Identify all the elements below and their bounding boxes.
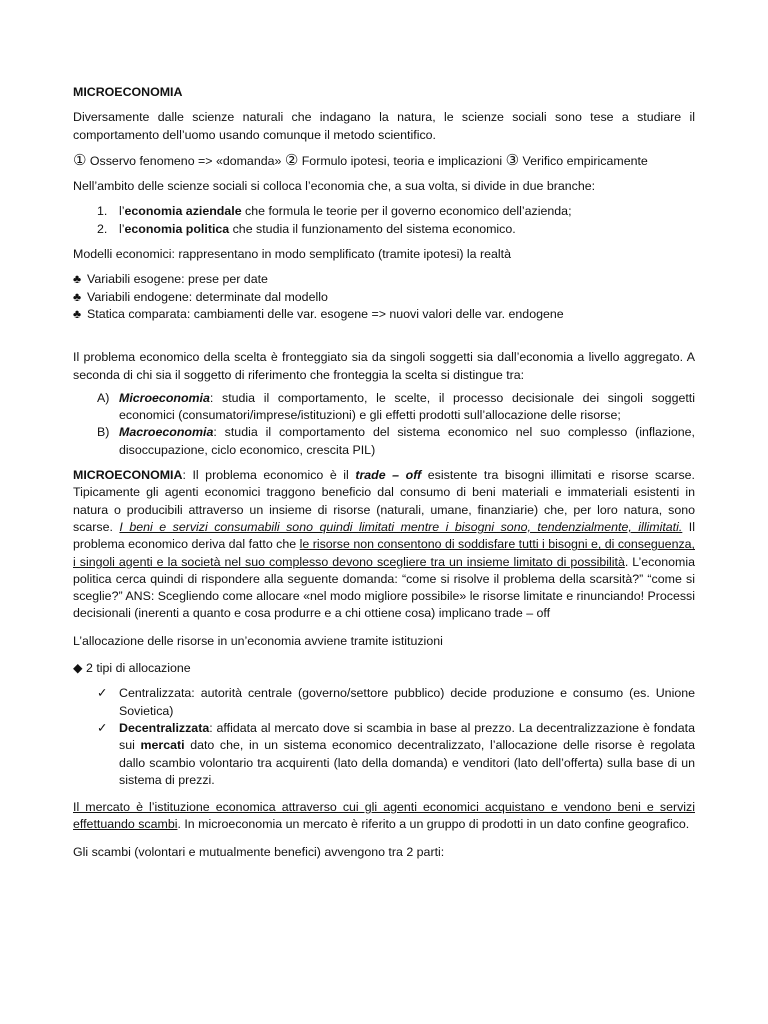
- microeconomia-paragraph: MICROECONOMIA: Il problema economico è il trade – off esistente tra bisogni illimitati e risorse scarse. Tipicamente gli agenti economici traggono beneficio dal consumo di beni materiali e immateriali esistenti in natura o producibili attraverso un insieme di risorse (naturali, umane, finanziarie) che, per loro natura, sono scarse. I beni e servizi consumabili sono quindi limitati mentre i bisogni sono, tendenzialmente, illimitati. Il problema economico deriva dal fatto che le risorse non consentono di soddisfare tutti i bisogni e, di conseguenza, i singoli agenti e la società nel suo complesso devono scegliere tra un insieme limitato di possibilità. L’economia politica cerca quindi di rispondere alla seguente domanda: “come si risolve il problema della scarsità?” “come si sceglie?” ANS: Scegliendo come allocare «nel modo migliore possibile» le risorse limitate e rinunciando! Processi decisionali (inerenti a quanto e cosa produrre e a chi ottiene cosa) implicano trade – off: [73, 468, 695, 621]
- step-3-text: Verifico empiricamente: [519, 153, 648, 168]
- list-item: ♣ Variabili esogene: prese per date: [73, 271, 695, 288]
- allocation-types-list: [73, 685, 695, 789]
- step-2-marker: ②: [284, 151, 299, 169]
- club-icon: ♣: [73, 306, 82, 321]
- branches-intro: Nell’ambito delle scienze sociali si colloca l’economia che, a sua volta, si divide in due branche:: [73, 179, 596, 194]
- method-steps: [73, 152, 695, 170]
- list-item: 1. l’economia aziendale che formula le teorie per il governo economico dell’azienda;: [97, 204, 572, 219]
- list-item: ✓ Decentralizzata: affidata al mercato dove si scambia in base al prezzo. La decentralizzazione è fondata sui mercati dato che, in un sistema economico decentralizzato, l’allocazione delle risorse è regolata dallo scambio volontario tra acquirenti (lato della domanda) e venditori (lato dell’offerta) sulla base di un sistema di prezzi.: [97, 720, 695, 787]
- variables-list: [73, 271, 695, 323]
- list-item: B) Macroeconomia: studia il comportamento del sistema economico nel suo complesso (inflazione, disoccupazione, ciclo economico, crescita PIL): [97, 425, 695, 457]
- list-item: ♣ Variabili endogene: determinate dal modello: [73, 289, 695, 306]
- list-item: ✓ Centralizzata: autorità centrale (governo/settore pubblico) decide produzione e consumo (es. Unione Sovietica): [97, 686, 695, 718]
- step-1-marker: ①: [73, 151, 87, 169]
- list-item: 2. l’economia politica che studia il funzionamento del sistema economico.: [97, 221, 516, 236]
- intro-paragraph: Diversamente dalle scienze naturali che indagano la natura, le scienze sociali sono tese a studiare il comportamento dell’uomo usando comunque il metodo scientifico.: [73, 110, 695, 142]
- exchanges-paragraph: Gli scambi (volontari e mutualmente benefici) avvengono tra 2 parti:: [73, 844, 445, 859]
- allocation-paragraph: L’allocazione delle risorse in un’economia avviene tramite istituzioni: [73, 633, 443, 648]
- step-2-text: Formulo ipotesi, teoria e implicazioni: [298, 153, 506, 168]
- document-page: [73, 84, 695, 861]
- allocation-types: ◆ 2 tipi di allocazione: [73, 661, 191, 676]
- branches-list: [73, 203, 695, 238]
- models-paragraph: Modelli economici: rappresentano in modo semplificato (tramite ipotesi) la realtà: [73, 247, 512, 262]
- list-item: ♣ Statica comparata: cambiamenti delle var. esogene => nuovi valori delle var. endogene: [73, 306, 695, 323]
- diamond-icon: ◆: [73, 661, 83, 676]
- document-title: MICROECONOMIA: [73, 85, 183, 99]
- market-paragraph: Il mercato è l’istituzione economica attraverso cui gli agenti economici acquistano e vendono beni e servizi effettuando scambi. In microeconomia un mercato è riferito a un gruppo di prodotti in un dato confine geografico.: [73, 800, 695, 832]
- micro-macro-list: [73, 390, 695, 459]
- club-icon: ♣: [73, 272, 82, 287]
- check-icon: ✓: [97, 686, 108, 701]
- step-1-text: Osservo fenomeno => «domanda»: [86, 153, 285, 168]
- list-item: A) Microeconomia: studia il comportamento, le scelte, il processo decisionale dei singoli soggetti economici (consumatori/imprese/istituzioni) e gli effetti prodotti sull’allocazione delle risorse;: [97, 390, 695, 423]
- check-icon: ✓: [97, 720, 108, 735]
- problem-paragraph: Il problema economico della scelta è fronteggiato sia da singoli soggetti sia dall’economia a livello aggregato. A seconda di chi sia il soggetto di riferimento che fronteggia la scelta si distingue tra:: [73, 350, 695, 382]
- club-icon: ♣: [73, 289, 82, 304]
- step-3-marker: ③: [505, 151, 520, 169]
